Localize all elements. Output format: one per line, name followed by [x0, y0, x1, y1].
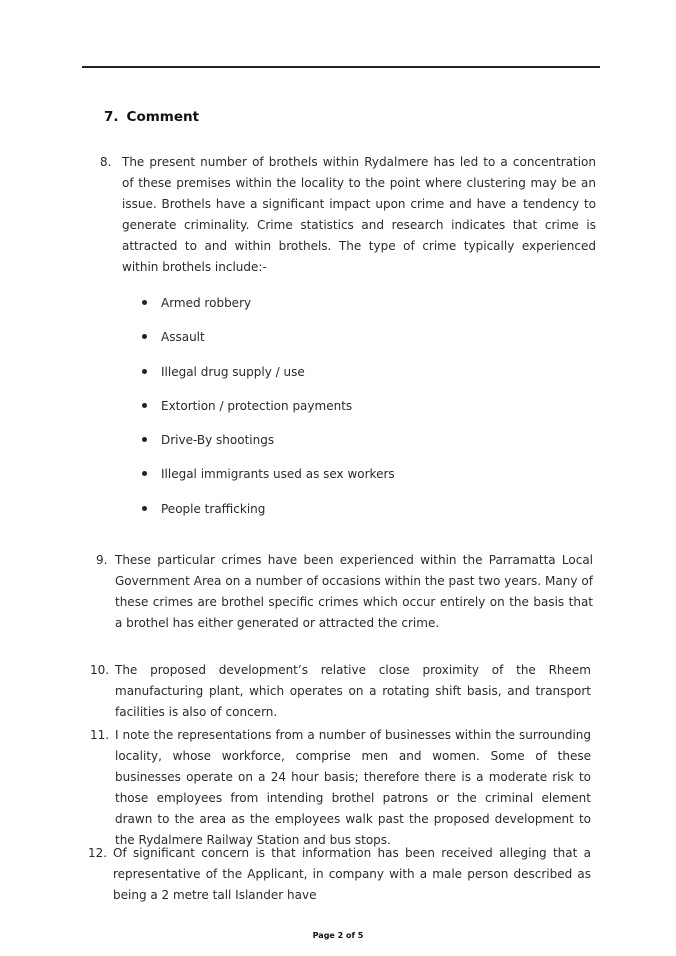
paragraph-text: The present number of brothels within Rydalmere has led to a concentration of these premises within the locality to the point where clustering may be an issue. Brothels have a significant impact upon crime and have a tendency to generate criminality. Crime statistics and research indicates that crime is attracted to and within brothels. The type of crime typically experienced within brothels include:-	[122, 155, 596, 274]
paragraph-number: 8.	[100, 155, 112, 169]
section-title: Comment	[126, 109, 200, 125]
list-item: People trafficking	[140, 499, 395, 533]
bullet-icon	[142, 437, 147, 442]
paragraph-8	[100, 152, 596, 278]
bullet-icon	[142, 334, 147, 339]
paragraph-10	[90, 660, 591, 723]
bullet-icon	[142, 471, 147, 476]
bullet-icon	[142, 403, 147, 408]
list-item: Extortion / protection payments	[140, 396, 395, 430]
section-heading	[104, 109, 199, 125]
list-item: Assault	[140, 327, 395, 361]
paragraph-11	[90, 725, 591, 851]
page-number: Page 2 of 5	[312, 931, 364, 940]
list-item: Illegal drug supply / use	[140, 362, 395, 396]
section-number: 7.	[104, 109, 119, 125]
paragraph-12	[88, 843, 591, 906]
bullet-icon	[142, 300, 147, 305]
crime-list	[140, 293, 395, 533]
list-item: Illegal immigrants used as sex workers	[140, 464, 395, 498]
paragraph-text: The proposed development’s relative close proximity of the Rheem manufacturing plant, which operates on a rotating shift basis, and transport facilities is also of concern.	[115, 663, 591, 719]
paragraph-text: I note the representations from a number of businesses within the surrounding locality, whose workforce, comprise men and women. Some of these businesses operate on a 24 hour basis; therefore there is a moderate risk to those employees from intending brothel patrons or the criminal element drawn to the area as the employees walk past the proposed development to the Rydalmere Railway Station and bus stops.	[115, 728, 591, 847]
bullet-icon	[142, 506, 147, 511]
list-item: Drive-By shootings	[140, 430, 395, 464]
paragraph-9	[96, 550, 593, 634]
paragraph-text: These particular crimes have been experienced within the Parramatta Local Government Area on a number of occasions within the past two years. Many of these crimes are brothel specific crimes which occur entirely on the basis that a brothel has either generated or attracted the crime.	[115, 553, 593, 630]
paragraph-number: 10.	[90, 663, 110, 677]
paragraph-number: 12.	[88, 846, 108, 860]
paragraph-number: 11.	[90, 728, 110, 742]
bullet-icon	[142, 369, 147, 374]
paragraph-text: Of significant concern is that information has been received alleging that a representative of the Applicant, in company with a male person described as being a 2 metre tall Islander have	[113, 846, 591, 902]
paragraph-number: 9.	[96, 553, 108, 567]
header-rule	[82, 66, 600, 68]
list-item: Armed robbery	[140, 293, 395, 327]
